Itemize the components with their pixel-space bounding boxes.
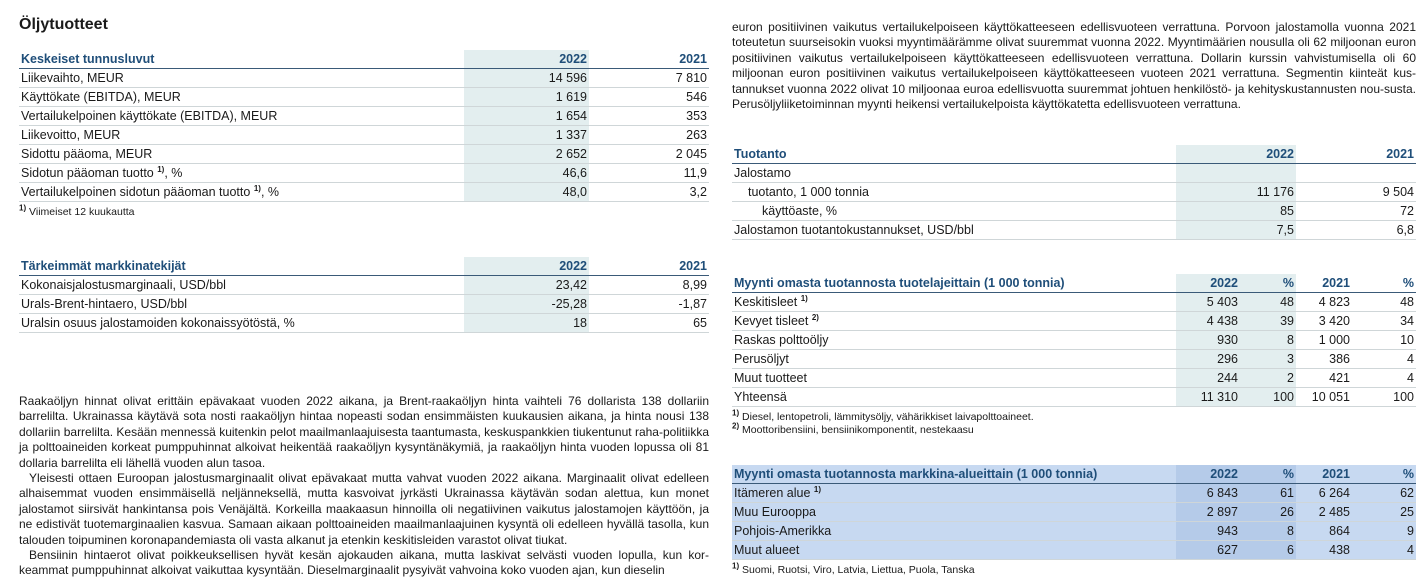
sales-market-header-row (732, 465, 1416, 484)
footnote-marker: 1) (800, 294, 808, 304)
pct-2022: 48 (1240, 293, 1296, 312)
footnote-text: Moottoribensiini, bensiinikomponentit, nestekaasu (739, 424, 974, 437)
value-2021: 546 (589, 88, 709, 107)
row-label: Yhteensä (732, 388, 1176, 407)
row-label: Uralsin osuus jalostamoiden kokonaissyötöstä, % (19, 314, 464, 333)
pct-2021: 10 (1352, 331, 1416, 350)
table-row (732, 331, 1416, 350)
right-column (732, 12, 1416, 577)
pct-2021: 62 (1352, 484, 1416, 503)
footnote-marker: 2) (732, 421, 740, 431)
market-table (19, 257, 709, 333)
table-row (19, 145, 709, 164)
value-2021: 72 (1296, 202, 1416, 221)
market-header-2021: 2021 (589, 257, 709, 276)
pct-2021: 34 (1352, 312, 1416, 331)
pct-2022: 26 (1240, 503, 1296, 522)
value-2022: 48,0 (464, 183, 589, 202)
right-paragraph: euron positiivinen vaikutus vertailukelpoiseen käyttökatteeseen edellisvuoteen verrattuna. Porvoon jalostamolla vuonna 2021 toteutetun suurseisokin vuoksi myyntimäärämme olivat suuremmat vuonna 2022. Myyntimäärien nousulla oli 62 miljoonan euron positiivinen vaikutus vertailukelpoiseen käyttökatteeseen edellisvuoteen verrattuna. Dollarin kurssin vahvistumisella oli 60 miljoonan euron positiivinen vaikutus vertailukelpoiseen käyttökatteeseen vuoteen 2021 verrattuna. Segmentin kiinteät kus-tannukset vuonna 2022 olivat 10 miljoonaa euroa edellisvuotta suuremmat johtuen henkilöstö- ja kehityskustannusten nou-susta. Perusöljyliiketoiminnan myynti heikensi vertailukelpoista käyttökatetta edellisvuoteen verrattuna. (732, 20, 1416, 112)
value-2022: 1 654 (464, 107, 589, 126)
table-row (732, 293, 1416, 312)
row-label-text: Keskitisleet (734, 295, 801, 310)
kpi-footnote (19, 203, 709, 219)
table-row (732, 164, 1416, 183)
pct-2022: 8 (1240, 522, 1296, 541)
row-label: Jalostamon tuotantokustannukset, USD/bbl (732, 221, 1176, 240)
table-row (732, 522, 1416, 541)
value-2021: 386 (1296, 350, 1352, 369)
table-row (19, 107, 709, 126)
value-2022: 7,5 (1176, 221, 1296, 240)
value-2021: 353 (589, 107, 709, 126)
table-row (732, 369, 1416, 388)
table-row (732, 202, 1416, 221)
paragraph: Yleisesti ottaen Euroopan jalostusmarginaalit olivat epävakaat mutta vahvat vuoden 2022 aikana. Marginaalit olivat edelleen alhaisemmat vuoden ensimmäisellä neljänneksellä, mutta kasvoivat jyrkästi Ukrainassa käytävän sodan alettua, kun monet jalostamot siirsivät hankintansa pois Venäjältä. Korkeilla maakaasun hinnoilla oli negatiivinen vaikutus jalostamojen käyttöön, ja ne edistivät tuotemarginaalien kasvua. Samaan aikaan polttoaineiden maailmanlaajuinen kysyntä oli edelleen hyvällä tasolla, kun talouden toipuminen koronapandemiasta oli vasta alkanut ja etenkin keskitisleiden varastot olivat tiukat. (19, 471, 709, 547)
paragraph: Bensiinin hintaerot olivat poikkeuksellisen hyvät kesän ajokauden aikana, mutta laskivat selvästi vuoden lopulla, kun kor-keammat pumppuhinnat alkoivat vaikuttaa kysyntään. Dieselmarginaalit pysyivät vahvoina koko vuoden ajan, kun dieselin (19, 548, 709, 578)
pct-2021: 9 (1352, 522, 1416, 541)
sales-market-table[interactable] (732, 465, 1416, 560)
value-2021: 864 (1296, 522, 1352, 541)
value-2022: 85 (1176, 202, 1296, 221)
header-2022: 2022 (1176, 274, 1240, 293)
value-2021: 1 000 (1296, 331, 1352, 350)
value-2022: 23,42 (464, 276, 589, 295)
table-row (732, 183, 1416, 202)
row-label-text: Itämeren alue (734, 486, 814, 501)
row-label (19, 183, 464, 202)
table-row (732, 503, 1416, 522)
row-label: Vertailukelpoinen käyttökate (EBITDA), MEUR (19, 107, 464, 126)
pct-2022: 61 (1240, 484, 1296, 503)
value-2022: 6 843 (1176, 484, 1240, 503)
footnote-text: Viimeiset 12 kuukautta (26, 206, 135, 218)
production-table (732, 145, 1416, 240)
value-2021: 11,9 (589, 164, 709, 183)
value-2021: 3 420 (1296, 312, 1352, 331)
header-2021: 2021 (1296, 274, 1352, 293)
row-label (732, 484, 1176, 503)
row-label: Pohjois-Amerikka (732, 522, 1176, 541)
value-2021: 10 051 (1296, 388, 1352, 407)
kpi-header-2022: 2022 (464, 50, 589, 69)
table-row (732, 350, 1416, 369)
roce-unit: , % (164, 166, 183, 180)
pct-2021: 4 (1352, 369, 1416, 388)
row-label: Sidottu pääoma, MEUR (19, 145, 464, 164)
footnote-line (732, 408, 1416, 424)
header-2021: 2021 (1296, 465, 1352, 484)
value-2022: 296 (1176, 350, 1240, 369)
table-row (19, 126, 709, 145)
value-2022: 1 337 (464, 126, 589, 145)
empty-cell (1176, 164, 1296, 183)
value-2022: 2 897 (1176, 503, 1240, 522)
value-2022: 943 (1176, 522, 1240, 541)
row-label: Käyttökate (EBITDA), MEUR (19, 88, 464, 107)
sales-product-header-label: Myynti omasta tuotannosta tuotelajeittain (1 000 tonnia) (732, 274, 1176, 293)
footnote-marker: 1) (19, 203, 27, 213)
value-2021: 8,99 (589, 276, 709, 295)
row-label: Liikevaihto, MEUR (19, 69, 464, 88)
croce-unit: , % (260, 185, 279, 199)
footnote-marker: 1) (813, 485, 822, 495)
value-2022: 627 (1176, 541, 1240, 560)
table-row (19, 276, 709, 295)
kpi-table (19, 50, 709, 202)
section-title: Öljytuotteet (19, 16, 108, 33)
pct-2021: 4 (1352, 350, 1416, 369)
croce-label: Vertailukelpoinen sidotun pääoman tuotto (21, 185, 254, 199)
header-pct-2022: % (1240, 465, 1296, 484)
kpi-header-row (19, 50, 709, 69)
empty-cell (1296, 164, 1416, 183)
table-row (19, 314, 709, 333)
production-header-row (732, 145, 1416, 164)
table-row (732, 484, 1416, 503)
table-row (19, 88, 709, 107)
pct-2022: 6 (1240, 541, 1296, 560)
footnote-text: Suomi, Ruotsi, Viro, Latvia, Liettua, Puola, Tanska (739, 564, 975, 577)
value-2021: 6 264 (1296, 484, 1352, 503)
sales-product-table (732, 274, 1416, 407)
footnote-line (732, 421, 1416, 437)
pct-2022: 3 (1240, 350, 1296, 369)
value-2021: 4 823 (1296, 293, 1352, 312)
production-header-2021: 2021 (1296, 145, 1416, 164)
table-row (19, 295, 709, 314)
row-label: Raskas polttoöljy (732, 331, 1176, 350)
value-2022: 18 (464, 314, 589, 333)
row-label-text: Kevyet tisleet (734, 314, 812, 329)
row-label (19, 164, 464, 183)
row-label: Liikevoitto, MEUR (19, 126, 464, 145)
sales-product-header-row (732, 274, 1416, 293)
row-label: käyttöaste, % (732, 202, 1176, 221)
pct-2021: 4 (1352, 541, 1416, 560)
pct-2022: 100 (1240, 388, 1296, 407)
value-2022: -25,28 (464, 295, 589, 314)
footnote-marker: 1) (253, 183, 261, 193)
market-header-label: Tärkeimmät markkinatekijät (19, 257, 464, 276)
footnote-marker: 1) (732, 561, 740, 571)
value-2022: 2 652 (464, 145, 589, 164)
header-pct-2021: % (1352, 465, 1416, 484)
value-2021: 2 485 (1296, 503, 1352, 522)
pct-2021: 100 (1352, 388, 1416, 407)
value-2022: 11 310 (1176, 388, 1240, 407)
production-header-label: Tuotanto (732, 145, 1176, 164)
value-2022: 244 (1176, 369, 1240, 388)
table-row (732, 541, 1416, 560)
value-2021: 263 (589, 126, 709, 145)
market-header-2022: 2022 (464, 257, 589, 276)
row-label: tuotanto, 1 000 tonnia (732, 183, 1176, 202)
value-2021: -1,87 (589, 295, 709, 314)
kpi-header-2021: 2021 (589, 50, 709, 69)
value-2021: 3,2 (589, 183, 709, 202)
footnote-marker: 1) (157, 164, 165, 174)
header-pct-2022: % (1240, 274, 1296, 293)
footnote-marker: 2) (811, 313, 819, 323)
value-2022: 46,6 (464, 164, 589, 183)
row-label: Muut alueet (732, 541, 1176, 560)
value-2022: 5 403 (1176, 293, 1240, 312)
value-2021: 9 504 (1296, 183, 1416, 202)
group-label: Jalostamo (732, 164, 1176, 183)
kpi-header-label: Keskeiset tunnusluvut (19, 50, 464, 69)
sales-product-footnotes (732, 408, 1416, 437)
value-2021: 421 (1296, 369, 1352, 388)
row-label (732, 293, 1176, 312)
paragraph: Raakaöljyn hinnat olivat erittäin epävakaat vuoden 2022 aikana, ja Brent-raakaöljyn hinta vaihteli 76 dollarista 138 dollariin barrelilta. Ukrainassa käytävä sota nosti raakaöljyn hintaa nopeasti sodan ensimmäisten kuukausien aikana, ja hinta nousi 138 dollariin barrelilta. Kesään mennessä kuitenkin pelot maailmanlaajuisesta taantumasta, keskuspankkien tiukentunut raha-politiikka ja polttoaineiden korkeat pumppuhinnat alkoivat heikentää raakaöljyn kysyntänäkymiä, ja raakaöljyn hinta vuoden lopussa oli 81 dollaria barrelilta eli lähellä vuoden alun tasoa. (19, 394, 709, 470)
value-2022: 11 176 (1176, 183, 1296, 202)
market-header-row (19, 257, 709, 276)
pct-2021: 48 (1352, 293, 1416, 312)
value-2022: 14 596 (464, 69, 589, 88)
value-2022: 930 (1176, 331, 1240, 350)
pct-2022: 39 (1240, 312, 1296, 331)
footnote-text: Diesel, lentopetroli, lämmitysöljy, vähärikkiset laivapolttoaineet. (739, 411, 1034, 424)
header-2022: 2022 (1176, 465, 1240, 484)
value-2022: 1 619 (464, 88, 589, 107)
pct-2021: 25 (1352, 503, 1416, 522)
pct-2022: 2 (1240, 369, 1296, 388)
row-label: Muut tuotteet (732, 369, 1176, 388)
roce-label: Sidotun pääoman tuotto (21, 166, 158, 180)
sales-market-footnote (732, 561, 1416, 577)
row-label: Perusöljyt (732, 350, 1176, 369)
table-row (19, 164, 709, 183)
table-row (19, 183, 709, 202)
value-2021: 65 (589, 314, 709, 333)
row-label: Kokonaisjalostusmarginaali, USD/bbl (19, 276, 464, 295)
value-2021: 6,8 (1296, 221, 1416, 240)
row-label (732, 312, 1176, 331)
table-row-total (732, 388, 1416, 407)
row-label: Muu Eurooppa (732, 503, 1176, 522)
table-row (732, 221, 1416, 240)
left-column (19, 12, 709, 579)
footnote-marker: 1) (732, 408, 740, 418)
pct-2022: 8 (1240, 331, 1296, 350)
table-row (19, 69, 709, 88)
header-pct-2021: % (1352, 274, 1416, 293)
body-text (19, 394, 709, 579)
production-header-2022: 2022 (1176, 145, 1296, 164)
value-2021: 7 810 (589, 69, 709, 88)
value-2021: 2 045 (589, 145, 709, 164)
row-label: Urals-Brent-hintaero, USD/bbl (19, 295, 464, 314)
table-row (732, 312, 1416, 331)
sales-market-header-label: Myynti omasta tuotannosta markkina-alueittain (1 000 tonnia) (732, 465, 1176, 484)
value-2021: 438 (1296, 541, 1352, 560)
value-2022: 4 438 (1176, 312, 1240, 331)
